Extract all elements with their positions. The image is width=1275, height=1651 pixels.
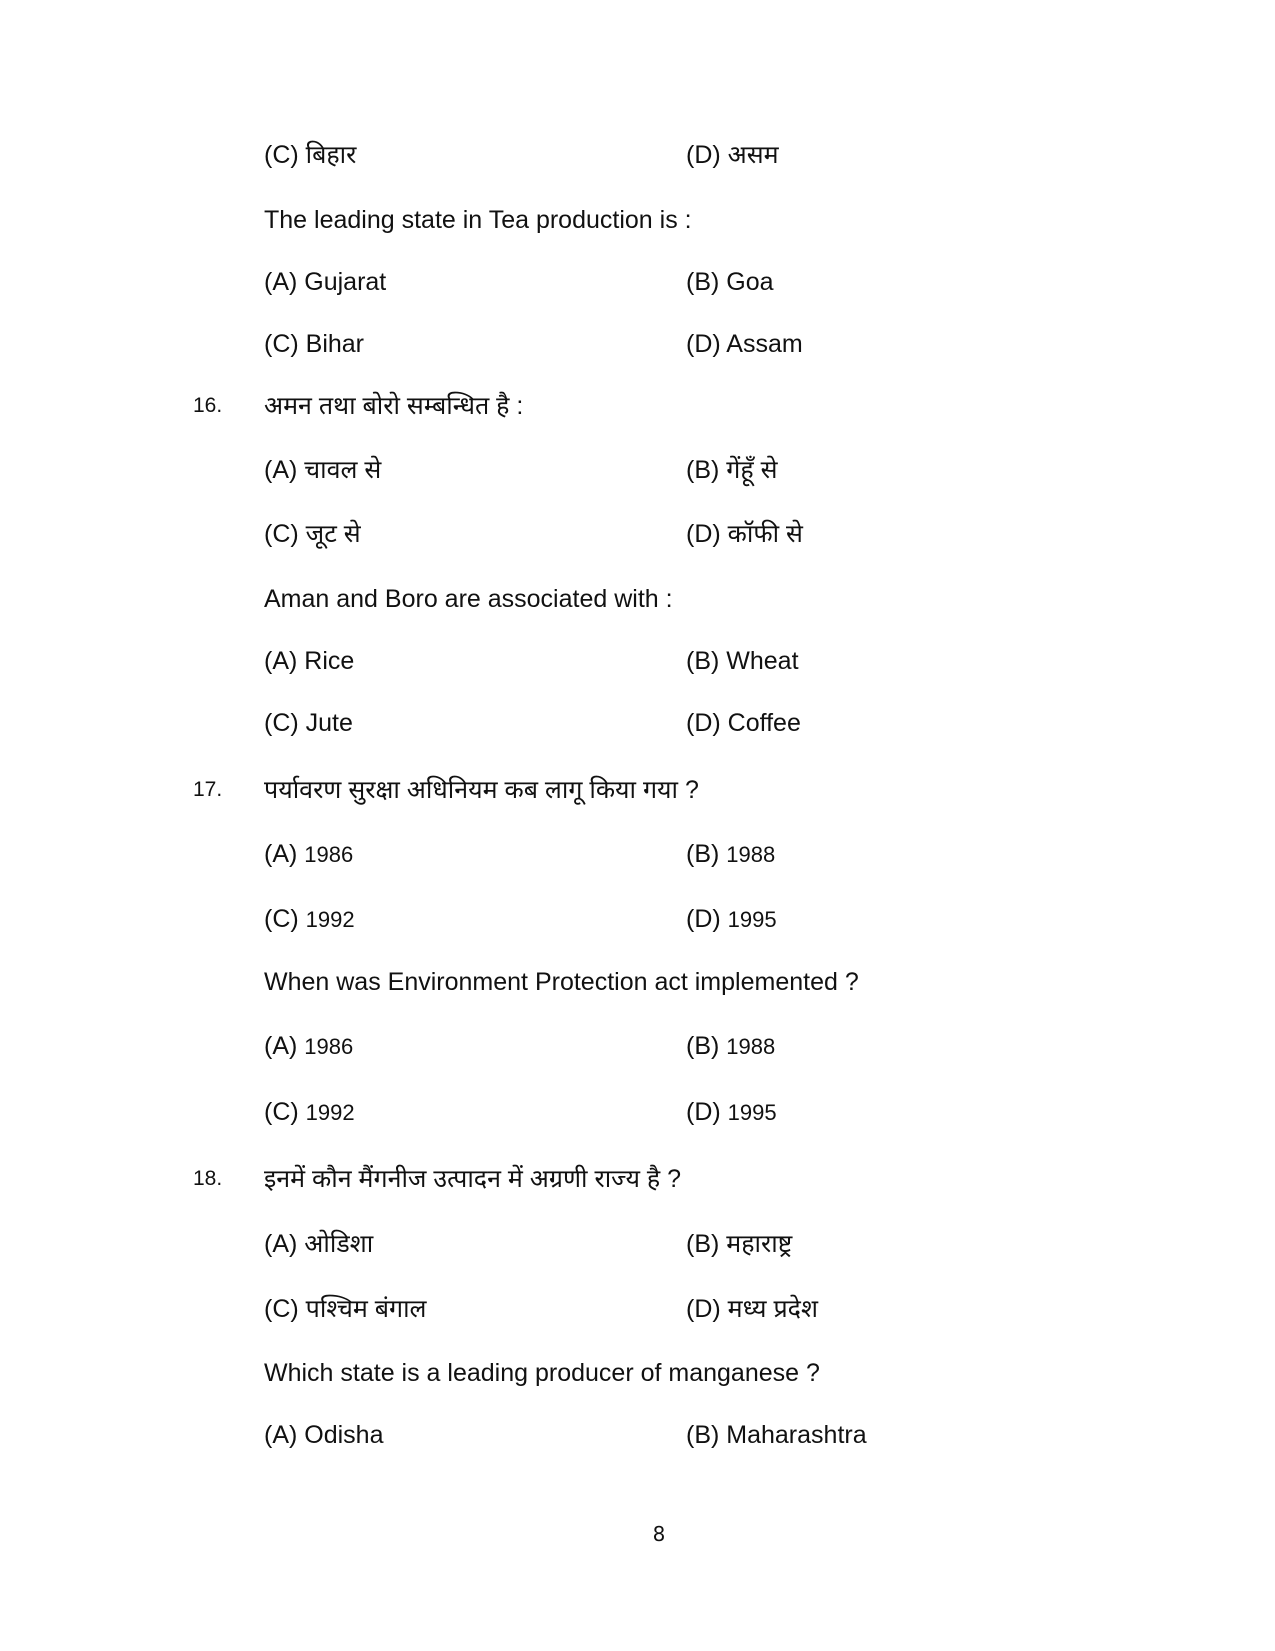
q17-english-option-d-value: 1995 bbox=[727, 1100, 777, 1125]
q17-hindi-options-ab bbox=[0, 834, 1275, 874]
q16-hindi-option-a: (A) चावल से bbox=[264, 456, 382, 484]
q15-english-option-d: (D) Assam bbox=[686, 330, 803, 358]
q18-hindi-question-row bbox=[0, 1159, 1275, 1199]
q17-hindi-option-b bbox=[686, 834, 775, 875]
q16-hindi-options-ab bbox=[0, 450, 1275, 490]
q18-hindi-options-cd bbox=[0, 1289, 1275, 1329]
q17-english-option-a-value: 1986 bbox=[304, 1034, 354, 1059]
q16-english-options-cd bbox=[0, 703, 1275, 743]
q17-hindi-option-b-label: (B) bbox=[686, 840, 720, 868]
q17-english-option-c bbox=[264, 1092, 355, 1133]
q16-number: 16. bbox=[193, 394, 223, 417]
q15-english-question-row bbox=[0, 200, 1275, 240]
q15-english-options-ab bbox=[0, 262, 1275, 302]
q17-hindi-option-c bbox=[264, 899, 355, 940]
q18-hindi-option-a: (A) ओडिशा bbox=[264, 1230, 374, 1258]
q15-english-option-c: (C) Bihar bbox=[264, 330, 365, 358]
q17-english-option-c-value: 1992 bbox=[305, 1100, 355, 1125]
q17-english-option-a bbox=[264, 1026, 353, 1067]
q16-hindi-option-c: (C) जूट से bbox=[264, 520, 361, 548]
q17-hindi-option-d-value: 1995 bbox=[727, 907, 777, 932]
q18-hindi-option-d: (D) मध्य प्रदेश bbox=[686, 1295, 818, 1323]
q17-english-option-d-label: (D) bbox=[686, 1098, 721, 1126]
q18-hindi-option-b: (B) महाराष्ट्र bbox=[686, 1230, 793, 1258]
q18-hindi-option-c: (C) पश्चिम बंगाल bbox=[264, 1295, 427, 1323]
q17-english-options-ab bbox=[0, 1026, 1275, 1066]
q15-hindi-option-c: (C) बिहार bbox=[264, 141, 357, 169]
q18-english-question: Which state is a leading producer of manganese ? bbox=[264, 1359, 820, 1387]
q18-number: 18. bbox=[193, 1167, 223, 1190]
q18-english-question-row bbox=[0, 1353, 1275, 1393]
q18-english-option-b: (B) Maharashtra bbox=[686, 1421, 867, 1449]
q16-english-options-ab bbox=[0, 641, 1275, 681]
q18-english-option-a: (A) Odisha bbox=[264, 1421, 384, 1449]
q15-hindi-option-d: (D) असम bbox=[686, 141, 779, 169]
q16-english-option-c: (C) Jute bbox=[264, 709, 353, 737]
q17-english-question: When was Environment Protection act implemented ? bbox=[264, 968, 859, 996]
q16-hindi-option-b: (B) गेंहूँ से bbox=[686, 456, 778, 484]
q17-hindi-option-a bbox=[264, 834, 353, 875]
q17-english-option-b-label: (B) bbox=[686, 1032, 720, 1060]
q17-hindi-option-b-value: 1988 bbox=[726, 842, 776, 867]
q17-hindi-option-c-value: 1992 bbox=[305, 907, 355, 932]
q17-hindi-question: पर्यावरण सुरक्षा अधिनियम कब लागू किया गया ? bbox=[264, 776, 699, 804]
q15-hindi-options-cd bbox=[0, 135, 1275, 175]
q16-english-option-a: (A) Rice bbox=[264, 647, 355, 675]
q18-hindi-question: इनमें कौन मैंगनीज उत्पादन में अग्रणी राज्य है ? bbox=[264, 1165, 682, 1193]
q15-english-option-b: (B) Goa bbox=[686, 268, 774, 296]
q18-english-options-ab bbox=[0, 1415, 1275, 1455]
q17-english-question-row bbox=[0, 962, 1275, 1002]
q16-hindi-options-cd bbox=[0, 514, 1275, 554]
q17-hindi-option-d bbox=[686, 899, 777, 940]
q17-english-option-b bbox=[686, 1026, 775, 1067]
q16-hindi-option-d: (D) कॉफी से bbox=[686, 520, 803, 548]
q17-english-options-cd bbox=[0, 1092, 1275, 1132]
q15-english-options-cd bbox=[0, 324, 1275, 364]
q17-english-option-b-value: 1988 bbox=[726, 1034, 776, 1059]
q15-english-option-a: (A) Gujarat bbox=[264, 268, 387, 296]
q17-hindi-option-d-label: (D) bbox=[686, 905, 721, 933]
q17-english-option-c-label: (C) bbox=[264, 1098, 299, 1126]
q17-hindi-option-c-label: (C) bbox=[264, 905, 299, 933]
q16-hindi-question: अमन तथा बोरो सम्बन्धित है : bbox=[264, 392, 524, 420]
q17-number: 17. bbox=[193, 778, 223, 801]
q17-hindi-option-a-value: 1986 bbox=[304, 842, 354, 867]
q17-english-option-a-label: (A) bbox=[264, 1032, 298, 1060]
q16-english-option-d: (D) Coffee bbox=[686, 709, 801, 737]
q15-english-question: The leading state in Tea production is : bbox=[264, 206, 692, 234]
q16-english-question-row bbox=[0, 579, 1275, 619]
q16-hindi-question-row bbox=[0, 386, 1275, 426]
q16-english-option-b: (B) Wheat bbox=[686, 647, 799, 675]
q17-hindi-option-a-label: (A) bbox=[264, 840, 298, 868]
page-number: 8 bbox=[652, 1522, 666, 1546]
q16-english-question: Aman and Boro are associated with : bbox=[264, 585, 673, 613]
q18-hindi-options-ab bbox=[0, 1224, 1275, 1264]
q17-hindi-options-cd bbox=[0, 899, 1275, 939]
q17-english-option-d bbox=[686, 1092, 777, 1133]
q17-hindi-question-row bbox=[0, 770, 1275, 810]
